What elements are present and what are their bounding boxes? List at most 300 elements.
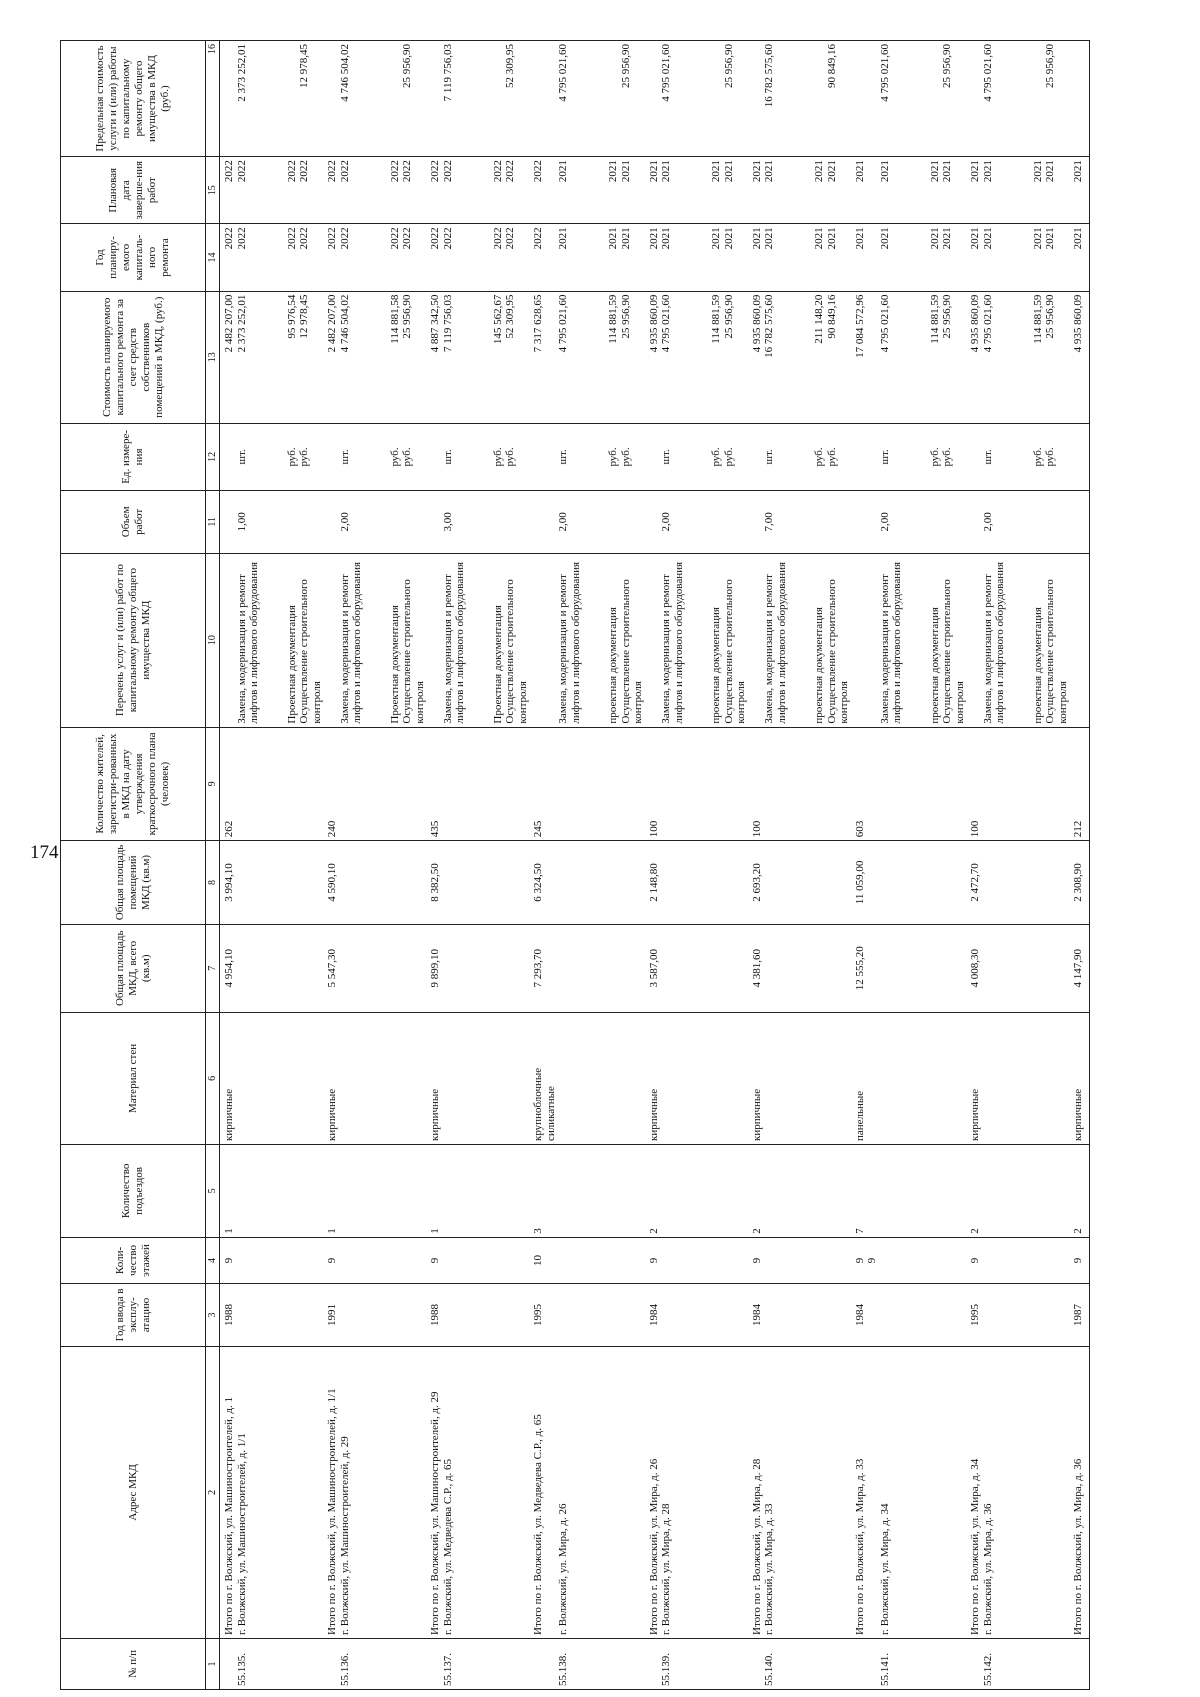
end-date-item-line: 2022 <box>285 160 298 183</box>
work-unit-line: руб. <box>941 447 953 467</box>
work-unit-line: шт. <box>338 449 351 465</box>
empty-cell <box>763 727 851 841</box>
end-date-item-line: 2021 <box>619 160 632 183</box>
work-list <box>529 553 557 727</box>
plan-year-item-line: 2021 <box>619 227 632 250</box>
repair-cost: 4 935 860,09 <box>966 291 982 423</box>
empty-cell <box>339 1145 427 1238</box>
column-number: 10 <box>206 553 220 727</box>
empty-cell <box>879 727 967 841</box>
column-header: Год ввода в эксплу-атацию <box>61 1284 206 1347</box>
limit-cost-item <box>982 41 1070 157</box>
row-number: 55.137. <box>442 1638 530 1689</box>
column-header: Год планиру-емого капиталь-ного ремонта <box>61 224 206 291</box>
work-item: Осуществление строительного контроля <box>401 579 426 724</box>
floor-count: 9 <box>426 1237 442 1283</box>
work-volume <box>426 491 442 554</box>
plan-year-item-line: 2021 <box>813 227 825 250</box>
empty-cell <box>879 924 967 1012</box>
work-unit <box>748 423 764 490</box>
work-list <box>645 553 661 727</box>
limit-cost-item <box>339 41 427 157</box>
work-list <box>236 553 324 727</box>
row-number: 55.142. <box>982 1638 1070 1689</box>
limit-cost <box>1069 41 1089 157</box>
repair-cost-item-line: 90 849,16 <box>825 294 838 339</box>
wall-material: крупноблочные силикатные <box>529 1012 557 1144</box>
limit-cost-item-line <box>286 44 299 153</box>
wall-material: панельные <box>851 1012 879 1144</box>
work-list <box>442 553 530 727</box>
empty-cell <box>982 727 1070 841</box>
repair-cost-item <box>442 291 530 423</box>
work-volume <box>748 491 764 554</box>
empty-cell <box>442 1145 530 1238</box>
repair-cost: 4 935 860,09 <box>1069 291 1089 423</box>
plan-year: 2021 <box>645 224 661 291</box>
limit-cost-item-line: 12 978,45 <box>298 44 310 88</box>
residents-count: 212 <box>1069 727 1089 841</box>
premises-area: 6 324,50 <box>529 841 557 924</box>
limit-cost <box>748 41 764 157</box>
wall-material: кирпичные <box>1069 1012 1089 1144</box>
commission-year: 1988 <box>220 1284 236 1347</box>
empty-cell <box>982 841 1070 924</box>
total-address: Итого по г. Волжский, ул. Медведева С.Р., д. 65 <box>529 1346 557 1638</box>
repair-cost-item-line: 2 373 252,01 <box>235 294 248 353</box>
end-date-item-line: 2022 <box>338 160 351 183</box>
empty-cell <box>660 1012 748 1144</box>
total-area: 5 547,30 <box>323 924 339 1012</box>
residents-count: 240 <box>323 727 339 841</box>
repair-cost-item-line: 4 795 021,60 <box>878 294 891 353</box>
work-unit-line: руб. <box>619 447 632 467</box>
empty-cell <box>442 727 530 841</box>
work-volume: 3,00 <box>442 491 530 554</box>
empty-cell <box>879 841 967 924</box>
work-unit-line: руб. <box>298 447 310 467</box>
limit-cost-item-line: 4 746 504,02 <box>338 44 351 102</box>
plan-year: 2022 <box>426 224 442 291</box>
work-list <box>763 553 851 727</box>
item-row <box>660 41 748 1690</box>
repair-cost: 2 482 207,00 <box>220 291 236 423</box>
total-area: 4 147,90 <box>1069 924 1089 1012</box>
limit-cost-item <box>557 41 645 157</box>
plan-year: 2021 <box>748 224 764 291</box>
plan-year-item-line: 2022 <box>285 227 298 250</box>
repair-cost-item <box>236 291 324 423</box>
limit-cost-item-line: 25 956,90 <box>401 44 413 88</box>
column-number: 4 <box>206 1237 220 1283</box>
plan-year: 2022 <box>220 224 236 291</box>
work-unit-line: шт. <box>557 449 569 465</box>
empty-cell <box>236 727 324 841</box>
work-unit-line: руб. <box>401 447 413 467</box>
work-item: проектная документация <box>607 607 619 724</box>
end-date-item-line: 2021 <box>722 160 735 183</box>
column-number: 2 <box>206 1346 220 1638</box>
plan-year-item-line: 2021 <box>710 227 722 250</box>
total-area: 9 899,10 <box>426 924 442 1012</box>
plan-year-item-line: 2021 <box>825 227 838 250</box>
work-item: Осуществление строительного контроля <box>825 579 850 724</box>
total-row <box>220 41 236 1690</box>
entrance-count: 3 <box>529 1145 557 1238</box>
repair-cost: 4 887 342,50 <box>426 291 442 423</box>
limit-cost <box>220 41 236 157</box>
repair-cost: 17 084 572,96 <box>851 291 879 423</box>
plan-year-item-line: 2022 <box>441 227 454 250</box>
end-date-item-line: 2021 <box>710 160 722 183</box>
limit-cost-item-line: 2 373 252,01 <box>235 44 248 102</box>
work-item: Замена, модернизация и ремонт лифтов и лифтового оборудования <box>763 561 788 724</box>
residents-count: 100 <box>748 727 764 841</box>
residents-count: 262 <box>220 727 236 841</box>
wall-material: кирпичные <box>220 1012 236 1144</box>
limit-cost <box>851 41 879 157</box>
residents-count: 100 <box>966 727 982 841</box>
commission-year: 1984 <box>851 1284 879 1347</box>
work-item: Проектная документация <box>388 605 401 724</box>
item-row <box>763 41 851 1690</box>
total-address: Итого по г. Волжский, ул. Машиностроителей, д. 29 <box>426 1346 442 1638</box>
plan-year-item-line: 2021 <box>941 227 953 250</box>
repair-cost: 2 482 207,00 <box>323 291 339 423</box>
repair-cost-item-line: 12 978,45 <box>298 294 310 339</box>
work-volume: 2,00 <box>879 491 967 554</box>
column-number: 7 <box>206 924 220 1012</box>
limit-cost-item-line: 52 309,95 <box>504 44 516 88</box>
total-address: Итого по г. Волжский, ул. Мира, д. 33 <box>851 1346 879 1638</box>
work-item: Осуществление строительного контроля <box>1044 579 1069 724</box>
work-unit <box>660 423 748 490</box>
limit-cost-item-line <box>492 44 505 153</box>
column-header: Материал стен <box>61 1012 206 1144</box>
empty-cell <box>660 727 748 841</box>
work-unit-line: шт. <box>660 449 672 465</box>
empty-cell <box>339 841 427 924</box>
end-date-item-line: 2022 <box>491 160 504 183</box>
end-date-item-line: 2021 <box>825 160 838 183</box>
end-date-item-line: 2021 <box>557 160 569 183</box>
column-header: Коли-чество этажей <box>61 1237 206 1283</box>
work-volume <box>645 491 661 554</box>
limit-cost-item-line: 4 795 021,60 <box>878 44 891 102</box>
empty-cell <box>763 1145 851 1238</box>
commission-year: 1984 <box>748 1284 764 1347</box>
empty-cell <box>982 1012 1070 1144</box>
commission-year: 1987 <box>1069 1284 1089 1347</box>
end-date-item-line: 2021 <box>1031 160 1044 183</box>
column-number: 1 <box>206 1638 220 1689</box>
entrance-count: 1 <box>220 1145 236 1238</box>
work-item: Осуществление строительного контроля <box>619 579 644 724</box>
work-list <box>982 553 1070 727</box>
limit-cost <box>966 41 982 157</box>
end-date-item <box>557 157 645 224</box>
end-date-item-line: 2021 <box>941 160 953 183</box>
end-date-item-line: 2021 <box>607 160 619 183</box>
premises-area: 8 382,50 <box>426 841 442 924</box>
item-row <box>236 41 324 1690</box>
plan-year-item <box>442 224 530 291</box>
empty-cell <box>339 1284 427 1347</box>
total-address: Итого по г. Волжский, ул. Мира, д. 28 <box>748 1346 764 1638</box>
empty-cell <box>763 1284 851 1347</box>
building-address: г. Волжский, ул. Мира, д. 28 <box>660 1346 748 1638</box>
row-number: 55.140. <box>763 1638 851 1689</box>
entrance-count: 2 <box>966 1145 982 1238</box>
repair-cost-item <box>879 291 967 423</box>
column-number: 16 <box>206 41 220 157</box>
entrance-count: 1 <box>323 1145 339 1238</box>
end-date-item <box>339 157 427 224</box>
work-list <box>426 553 442 727</box>
row-number <box>529 1638 557 1689</box>
limit-cost-item-line: 25 956,90 <box>941 44 953 88</box>
premises-area: 2 472,70 <box>966 841 982 924</box>
work-unit <box>763 423 851 490</box>
column-number: 6 <box>206 1012 220 1144</box>
premises-area: 2 308,90 <box>1069 841 1089 924</box>
column-header: Плановая дата заверше-ния работ <box>61 157 206 224</box>
work-item: Замена, модернизация и ремонт лифтов и лифтового оборудования <box>235 561 260 724</box>
plan-year-item-line: 2022 <box>298 227 310 250</box>
total-area: 4 008,30 <box>966 924 982 1012</box>
row-number: 55.139. <box>660 1638 748 1689</box>
commission-year: 1988 <box>426 1284 442 1347</box>
total-address: Итого по г. Волжский, ул. Мира, д. 26 <box>645 1346 661 1638</box>
row-number <box>851 1638 879 1689</box>
work-unit-line: шт. <box>235 449 248 465</box>
repair-cost-item-line: 52 309,95 <box>504 294 516 339</box>
end-date-item-line: 2021 <box>981 160 994 183</box>
header-row <box>61 41 206 1690</box>
plan-year-item-line: 2021 <box>1031 227 1044 250</box>
empty-cell <box>982 924 1070 1012</box>
plan-year: 2022 <box>323 224 339 291</box>
work-unit-line: шт. <box>878 449 891 465</box>
empty-cell <box>236 1237 324 1283</box>
work-item: Замена, модернизация и ремонт лифтов и лифтового оборудования <box>660 561 685 724</box>
end-date-item <box>236 157 324 224</box>
row-number <box>323 1638 339 1689</box>
total-area: 4 381,60 <box>748 924 764 1012</box>
repair-cost-item <box>982 291 1070 423</box>
total-area: 3 587,00 <box>645 924 661 1012</box>
repair-cost-item-line: 114 881,59 <box>607 294 619 344</box>
work-list <box>966 553 982 727</box>
repair-cost-item-line: 114 881,58 <box>388 294 401 344</box>
empty-cell <box>660 841 748 924</box>
item-row <box>442 41 530 1690</box>
repair-cost-item-line: 7 119 756,03 <box>441 294 454 352</box>
wall-material: кирпичные <box>748 1012 764 1144</box>
end-date-item-line: 2022 <box>298 160 310 183</box>
entrance-count: 2 <box>645 1145 661 1238</box>
column-number: 3 <box>206 1284 220 1347</box>
work-volume: 7,00 <box>763 491 851 554</box>
empty-cell <box>442 1284 530 1347</box>
building-address: г. Волжский, ул. Мира, д. 26 <box>557 1346 645 1638</box>
empty-cell <box>660 924 748 1012</box>
entrance-count: 1 <box>426 1145 442 1238</box>
total-row <box>966 41 982 1690</box>
work-item: Замена, модернизация и ремонт лифтов и лифтового оборудования <box>557 561 582 724</box>
total-row <box>748 41 764 1690</box>
column-header: Количество подъездов <box>61 1145 206 1238</box>
column-number: 12 <box>206 423 220 490</box>
work-item: проектная документация <box>813 607 825 724</box>
work-volume <box>1069 491 1089 554</box>
work-item: Осуществление строительного контроля <box>504 579 529 724</box>
capital-repair-table <box>60 40 1090 1690</box>
premises-area: 11 059,00 <box>851 841 879 924</box>
limit-cost-item <box>442 41 530 157</box>
work-unit-line: руб. <box>388 447 401 467</box>
limit-cost-item <box>763 41 851 157</box>
end-date: 2021 <box>748 157 764 224</box>
plan-year: 2021 <box>966 224 982 291</box>
empty-cell <box>763 1012 851 1144</box>
empty-cell <box>982 1237 1070 1283</box>
building-address: г. Волжский, ул. Мира, д. 33 <box>763 1346 851 1638</box>
end-date-item-line: 2021 <box>1044 160 1056 183</box>
plan-year-item-line: 2021 <box>660 227 672 250</box>
empty-cell <box>557 1284 645 1347</box>
repair-cost-item <box>339 291 427 423</box>
work-unit-line: шт. <box>981 449 994 465</box>
limit-cost <box>323 41 339 157</box>
work-volume <box>529 491 557 554</box>
empty-cell <box>236 1145 324 1238</box>
work-item: Проектная документация <box>491 605 504 724</box>
end-date-item-line: 2022 <box>401 160 413 183</box>
repair-cost-item-line: 25 956,90 <box>1044 294 1056 339</box>
total-address: Итого по г. Волжский, ул. Машиностроителей, д. 1/1 <box>323 1346 339 1638</box>
limit-cost-item-line <box>389 44 402 153</box>
column-header: Предельная стоимость услуги и (или) работы по капитальному ремонту общего имущества в МКД (руб.) <box>61 41 206 157</box>
column-header: Общая площадь МКД, всего (кв.м) <box>61 924 206 1012</box>
end-date: 2022 <box>323 157 339 224</box>
repair-cost-item-line: 114 881,59 <box>1031 294 1044 344</box>
end-date: 2022 <box>220 157 236 224</box>
plan-year: 2021 <box>1069 224 1089 291</box>
work-list <box>323 553 339 727</box>
column-header: Ед. измере-ния <box>61 423 206 490</box>
column-header: Общая площадь помещений МКД (кв.м) <box>61 841 206 924</box>
column-header: Количество жителей, зарегистри-рованных в МКД на дату утверждения краткосрочного плана (человек) <box>61 727 206 841</box>
empty-cell <box>660 1145 748 1238</box>
limit-cost-item-line <box>929 44 942 153</box>
plan-year-item <box>339 224 427 291</box>
empty-cell <box>557 1012 645 1144</box>
repair-cost-item <box>557 291 645 423</box>
work-item: проектная документация <box>710 607 722 724</box>
limit-cost-item <box>879 41 967 157</box>
end-date: 2022 <box>529 157 557 224</box>
row-number <box>426 1638 442 1689</box>
limit-cost-item <box>660 41 748 157</box>
empty-cell <box>763 841 851 924</box>
work-unit <box>220 423 236 490</box>
limit-cost-item-line <box>813 44 826 153</box>
repair-cost-item-line: 16 782 575,60 <box>763 294 775 358</box>
work-unit-line: руб. <box>722 447 735 467</box>
end-date-item-line: 2021 <box>813 160 825 183</box>
empty-cell <box>660 1237 748 1283</box>
repair-cost-item-line: 25 956,90 <box>941 294 953 339</box>
total-address: Итого по г. Волжский, ул. Мира, д. 34 <box>966 1346 982 1638</box>
total-row <box>426 41 442 1690</box>
limit-cost <box>529 41 557 157</box>
work-unit <box>879 423 967 490</box>
end-date-item <box>982 157 1070 224</box>
end-date-item-line: 2022 <box>441 160 454 183</box>
end-date-item-line: 2021 <box>763 160 775 183</box>
plan-year-item-line: 2021 <box>878 227 891 250</box>
end-date: 2021 <box>1069 157 1089 224</box>
work-unit <box>442 423 530 490</box>
row-number: 55.141. <box>879 1638 967 1689</box>
repair-cost-item <box>763 291 851 423</box>
row-number: 55.136. <box>339 1638 427 1689</box>
residents-count: 603 <box>851 727 879 841</box>
item-row <box>339 41 427 1690</box>
work-list <box>220 553 236 727</box>
work-unit <box>645 423 661 490</box>
column-header: Объем работ <box>61 491 206 554</box>
plan-year-item-line: 2022 <box>338 227 351 250</box>
commission-year: 1984 <box>645 1284 661 1347</box>
work-unit-line: шт. <box>441 449 454 465</box>
work-volume <box>220 491 236 554</box>
work-unit <box>426 423 442 490</box>
premises-area: 3 994,10 <box>220 841 236 924</box>
work-unit <box>529 423 557 490</box>
work-item: проектная документация <box>1031 607 1044 724</box>
limit-cost-item-line: 4 795 021,60 <box>557 44 569 102</box>
row-number <box>220 1638 236 1689</box>
repair-cost-item-line: 4 795 021,60 <box>557 294 569 353</box>
repair-cost-item <box>660 291 748 423</box>
plan-year-item-line: 2022 <box>401 227 413 250</box>
empty-cell <box>879 1012 967 1144</box>
total-area: 12 555,20 <box>851 924 879 1012</box>
empty-cell <box>879 1284 967 1347</box>
plan-year-item-line: 2022 <box>504 227 516 250</box>
empty-cell <box>236 1012 324 1144</box>
plan-year-item <box>879 224 967 291</box>
work-unit-line: шт. <box>763 449 775 465</box>
plan-year-item-line: 2021 <box>607 227 619 250</box>
plan-year-item-line: 2021 <box>557 227 569 250</box>
repair-cost: 7 317 628,65 <box>529 291 557 423</box>
repair-cost-item-line: 4 746 504,02 <box>338 294 351 353</box>
work-unit <box>339 423 427 490</box>
end-date-item-line: 2022 <box>235 160 248 183</box>
residents-count: 100 <box>645 727 661 841</box>
plan-year-item <box>763 224 851 291</box>
work-volume: 1,00 <box>236 491 324 554</box>
floor-count: 9 <box>1069 1237 1089 1283</box>
empty-cell <box>339 1237 427 1283</box>
end-date-item-line: 2021 <box>928 160 941 183</box>
work-volume <box>323 491 339 554</box>
end-date-item-line: 2022 <box>388 160 401 183</box>
limit-cost <box>645 41 661 157</box>
